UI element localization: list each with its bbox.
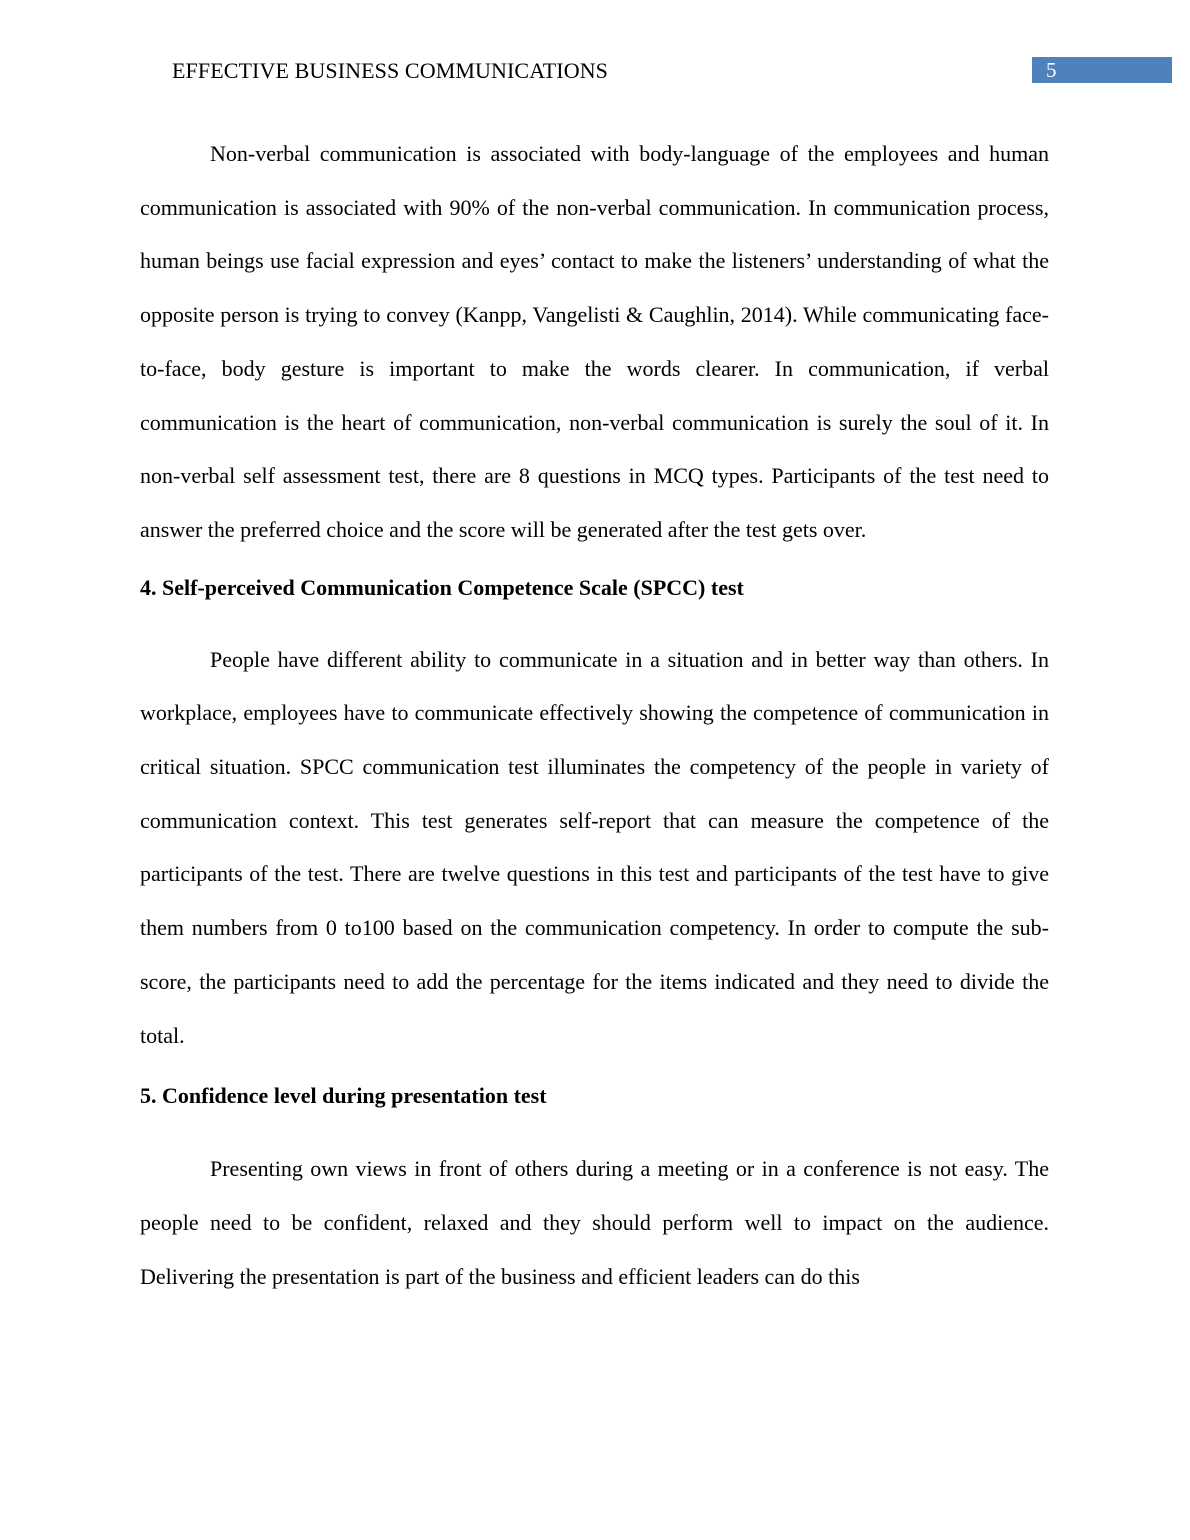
document-body <box>140 127 1049 1303</box>
paragraph-nonverbal-communication: Non-verbal communication is associated with body-language of the employees and human communication is associated with 90% of the non-verbal communication. In communication process, human beings use facial expression and eyes’ contact to make the listeners’ understanding of what the opposite person is trying to convey (Kanpp, Vangelisti & Caughlin, 2014). While communicating face-to-face, body gesture is important to make the words clearer. In communication, if verbal communication is the heart of communication, non-verbal communication is surely the soul of it. In non-verbal self assessment test, there are 8 questions in MCQ types. Participants of the test need to answer the preferred choice and the score will be generated after the test gets over. <box>140 141 1049 542</box>
page-number: 5 <box>1046 58 1057 82</box>
section-heading-spcc: 4. Self-perceived Communication Competence Scale (SPCC) test <box>140 574 744 600</box>
page-number-box <box>1032 57 1172 83</box>
page-header <box>0 0 1190 100</box>
paragraph-confidence-test: Presenting own views in front of others during a meeting or in a conference is not easy. The people need to be confident, relaxed and they should perform well to impact on the audience. Delivering the presentation is part of the business and efficient leaders can do this <box>140 1156 1049 1289</box>
running-head-title: EFFECTIVE BUSINESS COMMUNICATIONS <box>172 58 609 83</box>
section-heading-confidence: 5. Confidence level during presentation test <box>140 1083 547 1109</box>
paragraph-spcc-test: People have different ability to communicate in a situation and in better way than others. In workplace, employees have to communicate effectively showing the competence of communication in critical situation. SPCC communication test illuminates the competency of the people in variety of communication context. This test generates self-report that can measure the competence of the participants of the test. There are twelve questions in this test and participants of the test have to give them numbers from 0 to100 based on the communication competency. In order to compute the sub-score, the participants need to add the percentage for the items indicated and they need to divide the total. <box>140 646 1049 1048</box>
